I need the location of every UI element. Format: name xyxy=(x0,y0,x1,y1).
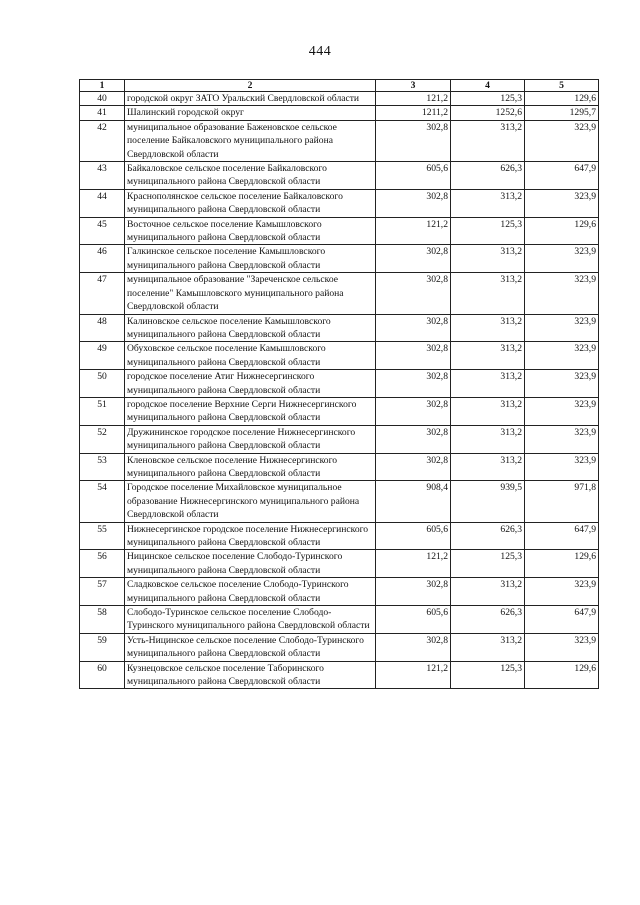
municipality-name-cell: Галкинское сельское поселение Камышловского муниципального района Свердловской области xyxy=(125,245,376,273)
table-row xyxy=(80,245,599,273)
value-col4-cell: 125,3 xyxy=(451,92,525,106)
value-col3-cell: 302,8 xyxy=(376,453,451,481)
value-col3-cell: 302,8 xyxy=(376,633,451,661)
municipality-name-cell: Усть-Ницинское сельское поселение Слободо-Туринского муниципального района Свердловской области xyxy=(125,633,376,661)
table-row xyxy=(80,273,599,314)
value-col5-cell: 323,9 xyxy=(525,342,599,370)
table-row xyxy=(80,453,599,481)
row-number-cell: 47 xyxy=(80,273,125,314)
row-number-cell: 40 xyxy=(80,92,125,106)
value-col3-cell: 605,6 xyxy=(376,606,451,634)
value-col3-cell: 121,2 xyxy=(376,217,451,245)
value-col5-cell: 323,9 xyxy=(525,633,599,661)
table-row xyxy=(80,633,599,661)
value-col5-cell: 323,9 xyxy=(525,425,599,453)
table-row xyxy=(80,425,599,453)
table-row xyxy=(80,481,599,522)
row-number-cell: 51 xyxy=(80,397,125,425)
column-header: 1 xyxy=(80,80,125,92)
row-number-cell: 57 xyxy=(80,578,125,606)
row-number-cell: 55 xyxy=(80,522,125,550)
row-number-cell: 53 xyxy=(80,453,125,481)
table-row xyxy=(80,370,599,398)
value-col3-cell: 302,8 xyxy=(376,342,451,370)
value-col3-cell: 605,6 xyxy=(376,162,451,190)
column-header: 4 xyxy=(451,80,525,92)
row-number-cell: 59 xyxy=(80,633,125,661)
value-col5-cell: 323,9 xyxy=(525,453,599,481)
value-col3-cell: 302,8 xyxy=(376,370,451,398)
table-row xyxy=(80,661,599,689)
row-number-cell: 41 xyxy=(80,106,125,120)
row-number-cell: 49 xyxy=(80,342,125,370)
value-col3-cell: 121,2 xyxy=(376,661,451,689)
value-col5-cell: 323,9 xyxy=(525,273,599,314)
column-header: 2 xyxy=(125,80,376,92)
municipality-name-cell: Калиновское сельское поселение Камышловского муниципального района Свердловской области xyxy=(125,314,376,342)
table-body xyxy=(80,92,599,689)
value-col5-cell: 647,9 xyxy=(525,606,599,634)
value-col5-cell: 323,9 xyxy=(525,578,599,606)
row-number-cell: 48 xyxy=(80,314,125,342)
value-col5-cell: 323,9 xyxy=(525,370,599,398)
municipality-name-cell: Кленовское сельское поселение Нижнесергинского муниципального района Свердловской области xyxy=(125,453,376,481)
municipality-name-cell: Нижнесергинское городское поселение Нижнесергинского муниципального района Свердловской области xyxy=(125,522,376,550)
value-col5-cell: 323,9 xyxy=(525,245,599,273)
value-col3-cell: 121,2 xyxy=(376,550,451,578)
value-col4-cell: 313,2 xyxy=(451,453,525,481)
value-col5-cell: 1295,7 xyxy=(525,106,599,120)
value-col3-cell: 121,2 xyxy=(376,92,451,106)
table-row xyxy=(80,550,599,578)
value-col5-cell: 323,9 xyxy=(525,189,599,217)
table-header-row xyxy=(80,80,599,92)
value-col5-cell: 323,9 xyxy=(525,397,599,425)
municipality-name-cell: Восточное сельское поселение Камышловского муниципального района Свердловской области xyxy=(125,217,376,245)
row-number-cell: 46 xyxy=(80,245,125,273)
value-col5-cell: 129,6 xyxy=(525,550,599,578)
value-col4-cell: 1252,6 xyxy=(451,106,525,120)
table-row xyxy=(80,522,599,550)
municipality-name-cell: Сладковское сельское поселение Слободо-Туринского муниципального района Свердловской области xyxy=(125,578,376,606)
value-col4-cell: 313,2 xyxy=(451,370,525,398)
value-col3-cell: 605,6 xyxy=(376,522,451,550)
value-col4-cell: 125,3 xyxy=(451,661,525,689)
page-number: 444 xyxy=(308,44,332,59)
value-col5-cell: 647,9 xyxy=(525,522,599,550)
municipality-name-cell: Краснополянское сельское поселение Байкаловского муниципального района Свердловской области xyxy=(125,189,376,217)
table-row xyxy=(80,92,599,106)
row-number-cell: 45 xyxy=(80,217,125,245)
value-col4-cell: 313,2 xyxy=(451,425,525,453)
municipality-name-cell: муниципальное образование "Зареченское сельское поселение" Камышловского муниципального района Свердловской области xyxy=(125,273,376,314)
value-col3-cell: 302,8 xyxy=(376,245,451,273)
table-row xyxy=(80,397,599,425)
budget-table xyxy=(79,79,599,689)
municipality-name-cell: Байкаловское сельское поселение Байкаловского муниципального района Свердловской области xyxy=(125,162,376,190)
value-col3-cell: 908,4 xyxy=(376,481,451,522)
row-number-cell: 60 xyxy=(80,661,125,689)
table-row xyxy=(80,217,599,245)
row-number-cell: 42 xyxy=(80,120,125,161)
municipality-name-cell: Ницинское сельское поселение Слободо-Туринского муниципального района Свердловской области xyxy=(125,550,376,578)
value-col3-cell: 302,8 xyxy=(376,189,451,217)
municipality-name-cell: Городское поселение Михайловское муниципальное образование Нижнесергинского муниципального района Свердловской области xyxy=(125,481,376,522)
municipality-name-cell: городское поселение Атиг Нижнесергинского муниципального района Свердловской области xyxy=(125,370,376,398)
value-col4-cell: 313,2 xyxy=(451,633,525,661)
value-col4-cell: 313,2 xyxy=(451,397,525,425)
value-col5-cell: 971,8 xyxy=(525,481,599,522)
value-col4-cell: 313,2 xyxy=(451,314,525,342)
value-col3-cell: 302,8 xyxy=(376,273,451,314)
table-row xyxy=(80,342,599,370)
table-row xyxy=(80,314,599,342)
value-col4-cell: 313,2 xyxy=(451,120,525,161)
value-col4-cell: 125,3 xyxy=(451,217,525,245)
row-number-cell: 58 xyxy=(80,606,125,634)
municipality-name-cell: Дружининское городское поселение Нижнесергинского муниципального района Свердловской области xyxy=(125,425,376,453)
value-col5-cell: 323,9 xyxy=(525,314,599,342)
row-number-cell: 54 xyxy=(80,481,125,522)
table-row xyxy=(80,606,599,634)
value-col4-cell: 626,3 xyxy=(451,606,525,634)
value-col3-cell: 302,8 xyxy=(376,425,451,453)
municipality-name-cell: городской округ ЗАТО Уральский Свердловской области xyxy=(125,92,376,106)
value-col4-cell: 313,2 xyxy=(451,342,525,370)
value-col4-cell: 313,2 xyxy=(451,189,525,217)
value-col5-cell: 129,6 xyxy=(525,661,599,689)
value-col3-cell: 302,8 xyxy=(376,397,451,425)
value-col4-cell: 626,3 xyxy=(451,522,525,550)
table-row xyxy=(80,162,599,190)
value-col4-cell: 313,2 xyxy=(451,273,525,314)
column-header: 5 xyxy=(525,80,599,92)
table-row xyxy=(80,120,599,161)
value-col4-cell: 313,2 xyxy=(451,245,525,273)
row-number-cell: 52 xyxy=(80,425,125,453)
row-number-cell: 44 xyxy=(80,189,125,217)
value-col5-cell: 129,6 xyxy=(525,217,599,245)
municipality-name-cell: Шалинский городской округ xyxy=(125,106,376,120)
row-number-cell: 56 xyxy=(80,550,125,578)
municipality-name-cell: Кузнецовское сельское поселение Таборинского муниципального района Свердловской области xyxy=(125,661,376,689)
value-col3-cell: 302,8 xyxy=(376,314,451,342)
row-number-cell: 43 xyxy=(80,162,125,190)
column-header: 3 xyxy=(376,80,451,92)
value-col3-cell: 1211,2 xyxy=(376,106,451,120)
table-row xyxy=(80,578,599,606)
value-col4-cell: 125,3 xyxy=(451,550,525,578)
table-row xyxy=(80,189,599,217)
municipality-name-cell: муниципальное образование Баженовское сельское поселение Байкаловского муниципального района Свердловской области xyxy=(125,120,376,161)
value-col4-cell: 313,2 xyxy=(451,578,525,606)
municipality-name-cell: Обуховское сельское поселение Камышловского муниципального района Свердловской области xyxy=(125,342,376,370)
table-row xyxy=(80,106,599,120)
value-col3-cell: 302,8 xyxy=(376,120,451,161)
municipality-name-cell: Слободо-Туринское сельское поселение Слободо-Туринского муниципального района Свердловской области xyxy=(125,606,376,634)
municipality-name-cell: городское поселение Верхние Серги Нижнесергинского муниципального района Свердловской области xyxy=(125,397,376,425)
value-col5-cell: 647,9 xyxy=(525,162,599,190)
value-col4-cell: 939,5 xyxy=(451,481,525,522)
value-col4-cell: 626,3 xyxy=(451,162,525,190)
value-col5-cell: 129,6 xyxy=(525,92,599,106)
row-number-cell: 50 xyxy=(80,370,125,398)
value-col5-cell: 323,9 xyxy=(525,120,599,161)
value-col3-cell: 302,8 xyxy=(376,578,451,606)
